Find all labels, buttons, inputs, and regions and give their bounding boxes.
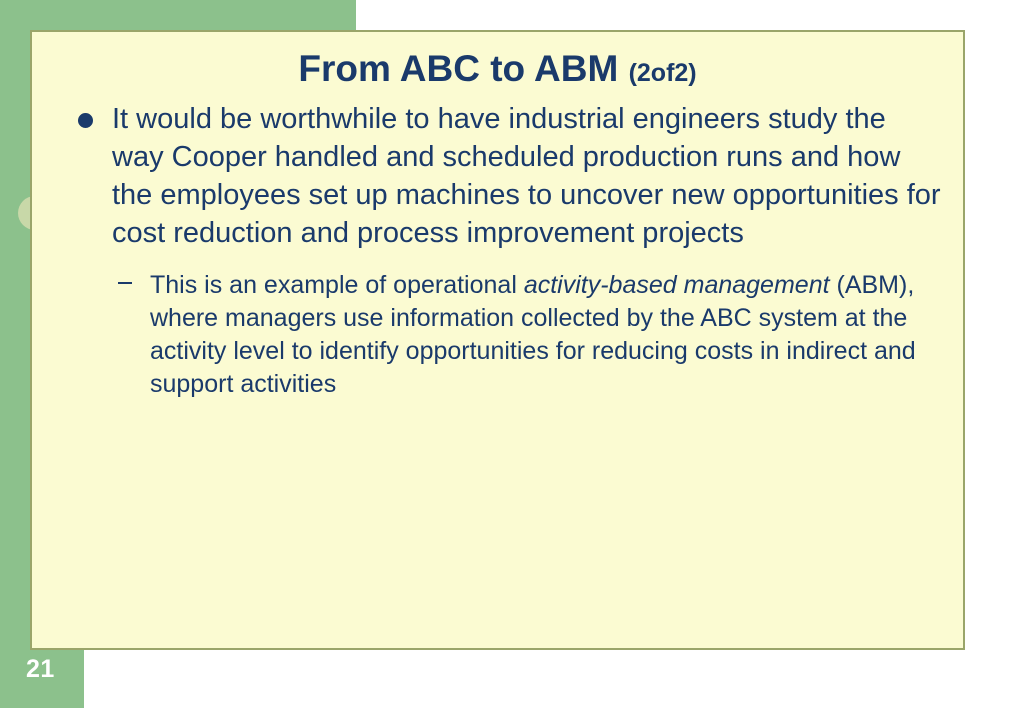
page-title (32, 49, 963, 90)
page-title-suffix: (2of2) (628, 59, 697, 87)
sub-bullet-part1: This is an example of operational (150, 270, 524, 299)
sub-bullet-part2: (ABM), where managers use information collected by the ABC system at the activity level to identify opportunities for reducing costs in indirect and support activities (150, 270, 916, 398)
sub-bullet-italic: activity-based management (523, 270, 830, 299)
bullet-list (32, 100, 963, 401)
page-title-main: From ABC to ABM (298, 48, 629, 89)
list-item-label: It would be worthwhile to have industrial engineers study the way Cooper handled and scheduled production runs and how the employees set up machines to uncover new opportunities for cost reduction and process improvement projects (112, 102, 941, 250)
page-number: 21 (26, 655, 55, 683)
list-item (74, 100, 945, 253)
content-card (30, 30, 965, 650)
list-item (118, 269, 923, 401)
bullet-dot-icon (78, 113, 93, 128)
bullet-dash-icon (118, 282, 132, 284)
top-green-band (0, 0, 356, 30)
